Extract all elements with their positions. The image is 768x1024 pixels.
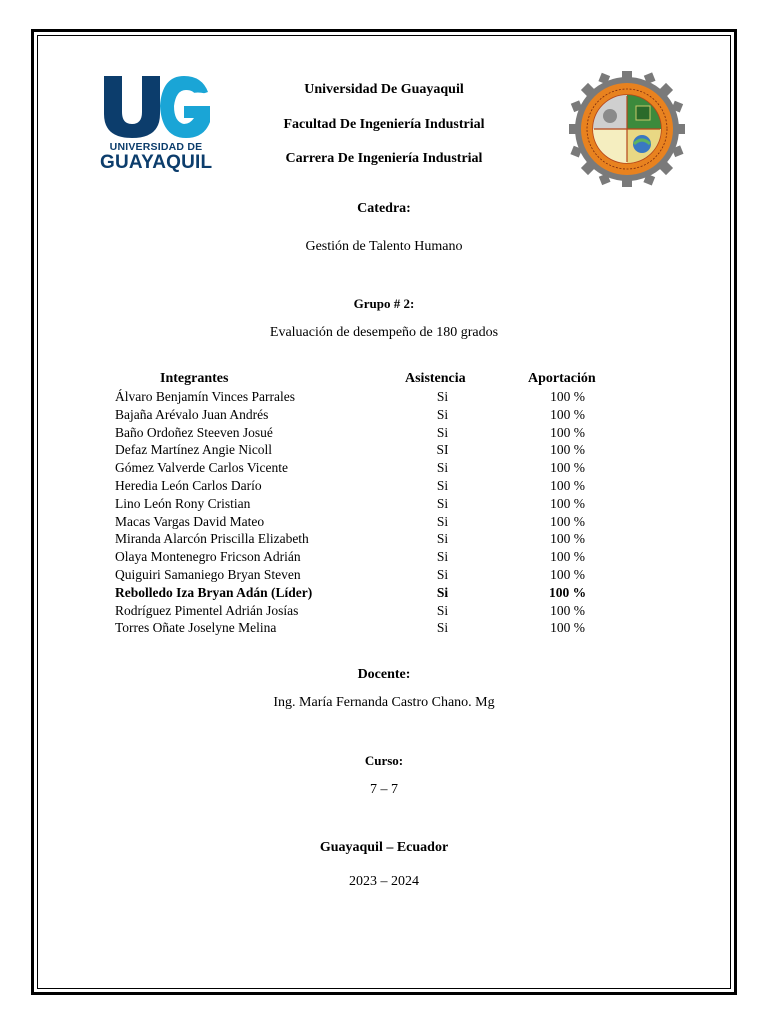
member-contribution: 100 % [550,620,585,636]
place: Guayaquil – Ecuador [319,840,449,855]
table-row [115,602,655,620]
member-contribution: 100 % [550,389,585,404]
member-attendance: Si [436,584,449,600]
catedra-label: Catedra: [357,201,411,216]
table-row [115,459,655,477]
grupo-value: Evaluación de desempeño de 180 grados [269,325,499,340]
member-contribution: 100 % [550,513,585,529]
catedra-value: Gestión de Talento Humano [305,239,463,254]
member-attendance: Si [436,389,449,404]
grupo-label: Grupo # 2: [353,296,415,311]
member-name: Lino León Rony Cristian [115,495,251,511]
member-name: Rebolledo Iza Bryan Adán (Líder) [115,584,313,600]
career-name: Carrera De Ingeniería Industrial [285,151,483,166]
member-attendance: SI [436,442,449,458]
member-name: Defaz Martínez Angie Nicoll [115,442,273,458]
header-integrantes: Integrantes [160,371,229,386]
table-header [115,370,655,388]
member-contribution: 100 % [550,442,585,458]
member-attendance: Si [436,531,449,547]
table-row [115,388,655,406]
university-name: Universidad De Guayaquil [304,82,464,97]
table-row [115,406,655,424]
curso-label: Curso: [364,753,404,768]
member-contribution: 100 % [550,549,585,565]
member-contribution: 100 % [550,424,585,440]
table-row-leader [115,584,655,602]
member-contribution: 100 % [550,477,585,493]
member-name: Gómez Valverde Carlos Vicente [115,460,289,476]
logo-line-1: UNIVERSIDAD DE [109,141,203,153]
member-name: Quiguiri Samaniego Bryan Steven [115,566,301,582]
table-row [115,530,655,548]
member-attendance: Si [436,620,449,636]
table-row [115,619,655,637]
member-attendance: Si [436,495,449,511]
member-name: Álvaro Benjamín Vinces Parrales [115,389,296,404]
docente-value: Ing. María Fernanda Castro Chano. Mg [273,695,495,710]
member-name: Olaya Montenegro Fricson Adrián [115,549,301,565]
table-row [115,477,655,495]
member-attendance: Si [436,513,449,529]
table-row [115,548,655,566]
table-row [115,495,655,513]
member-name: Miranda Alarcón Priscilla Elizabeth [115,531,309,547]
logo-line-2: GUAYAQUIL [100,152,213,173]
curso-value: 7 – 7 [370,782,398,797]
table-row [115,566,655,584]
member-name: Rodríguez Pimentel Adrián Josías [115,602,299,618]
member-attendance: Si [436,406,449,422]
member-attendance: Si [436,460,449,476]
member-name: Bajaña Arévalo Juan Andrés [115,406,269,422]
member-name: Heredia León Carlos Darío [115,477,262,493]
docente-label: Docente: [357,667,411,682]
member-attendance: Si [436,566,449,582]
period: 2023 – 2024 [349,874,419,889]
member-contribution: 100 % [550,531,585,547]
table-row [115,513,655,531]
table-row [115,441,655,459]
member-attendance: Si [436,477,449,493]
member-attendance: Si [436,549,449,565]
header-asistencia: Asistencia [405,371,466,386]
member-attendance: Si [436,602,449,618]
header-aportacion: Aportación [528,371,596,386]
table-row [115,424,655,442]
member-contribution: 100 % [550,602,585,618]
member-name: Macas Vargas David Mateo [115,513,265,529]
faculty-name: Facultad De Ingeniería Industrial [283,117,485,132]
member-contribution: 100 % [550,460,585,476]
member-contribution: 100 % [550,406,585,422]
member-name: Torres Oñate Joselyne Melina [115,620,277,636]
member-name: Baño Ordoñez Steeven Josué [115,424,273,440]
member-contribution: 100 % [548,584,587,600]
member-contribution: 100 % [550,566,585,582]
member-contribution: 100 % [550,495,585,511]
member-attendance: Si [436,424,449,440]
members-table [115,370,655,637]
